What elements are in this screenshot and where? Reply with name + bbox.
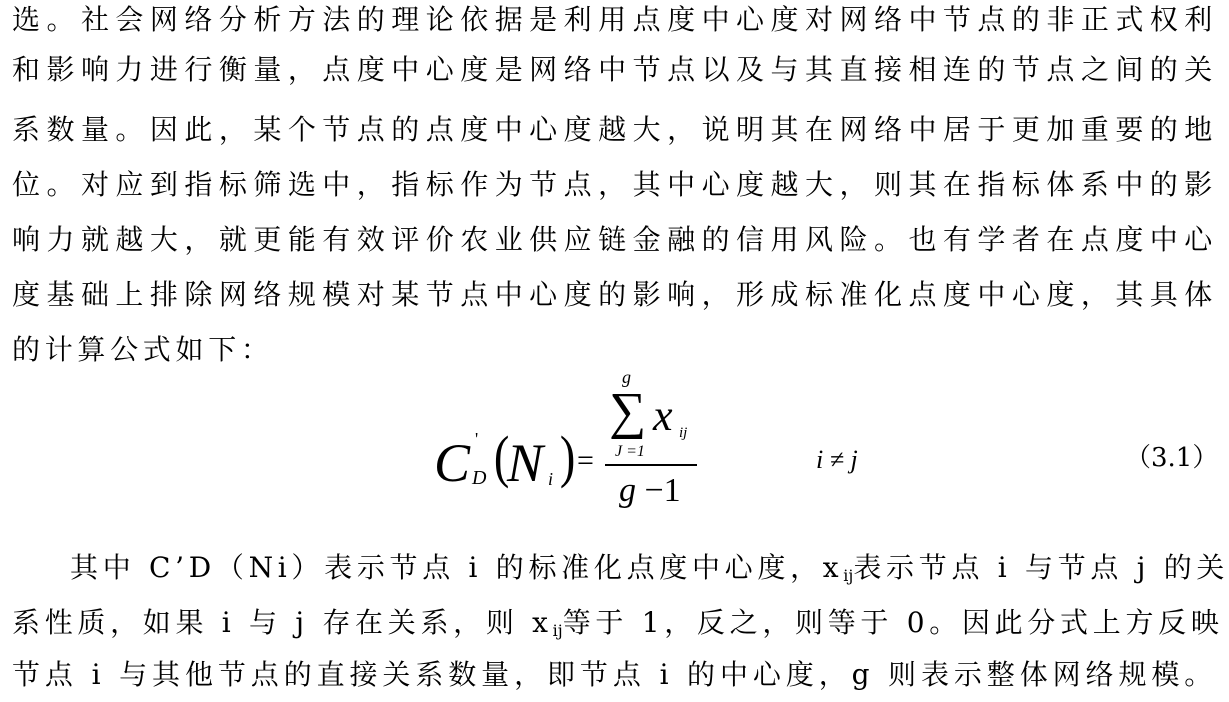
explanation-line-3: 节点 i 与其他节点的直接关系数量，即节点 i 的中心度，g 则表示整体网络规模。 bbox=[12, 658, 1217, 691]
formula-sub-ij: ij bbox=[679, 425, 688, 441]
formula-open-paren: ( bbox=[493, 424, 510, 489]
equation-3-1 bbox=[0, 360, 1229, 520]
body-line-2: 和影响力进行衡量，点度中心度是网络中节点以及与其直接相连的节点之间的关 bbox=[12, 53, 1217, 86]
body-line-6: 度基础上排除网络规模对某节点中心度的影响，形成标准化点度中心度，其具体 bbox=[12, 278, 1217, 311]
formula-condition: i ≠ j bbox=[816, 445, 858, 474]
summation-symbol: ∑ bbox=[609, 383, 647, 440]
body-line-5: 响力就越大，就更能有效评价农业供应链金融的信用风险。也有学者在点度中心 bbox=[12, 223, 1217, 256]
formula-N: N bbox=[507, 433, 544, 493]
body-line-1: 选。社会网络分析方法的理论依据是利用点度中心度对网络中节点的非正式权利 bbox=[12, 3, 1217, 36]
fraction-bar bbox=[605, 464, 697, 466]
explanation-line-1-sub: ij bbox=[843, 566, 854, 585]
equation-number: （3.1） bbox=[1125, 443, 1219, 473]
body-line-4: 位。对应到指标筛选中，指标作为节点，其中心度越大，则其在指标体系中的影 bbox=[12, 168, 1217, 201]
explanation-line-1 bbox=[70, 548, 1229, 588]
denominator-minus-one: −1 bbox=[636, 472, 681, 509]
explanation-line-1-part-1: 其中 C’D（Ni）表示节点 i 的标准化点度中心度，x bbox=[70, 551, 844, 584]
sum-lower-limit: J =1 bbox=[615, 443, 645, 460]
explanation-line-2-sub: ij bbox=[552, 621, 563, 640]
formula-C: C bbox=[434, 433, 471, 493]
formula-equals: = bbox=[577, 444, 594, 477]
denominator-g: g bbox=[619, 472, 636, 509]
formula-prime: ' bbox=[475, 429, 479, 449]
body-line-3: 系数量。因此，某个节点的点度中心度越大，说明其在网络中居于更加重要的地 bbox=[12, 113, 1217, 146]
formula-sub-D: D bbox=[472, 467, 487, 489]
formula-x: x bbox=[653, 391, 673, 440]
formula-close-paren: ) bbox=[559, 424, 576, 489]
explanation-line-2 bbox=[12, 603, 1224, 643]
sum-upper-limit: g bbox=[622, 367, 631, 387]
explanation-line-2-part-2: 等于 1，反之，则等于 0。因此分式上方反映 bbox=[562, 606, 1224, 639]
body-line-7: 的计算公式如下： bbox=[12, 333, 274, 366]
explanation-line-2-part-1: 系性质，如果 i 与 j 存在关系，则 x bbox=[12, 606, 553, 639]
formula-denominator bbox=[619, 474, 681, 508]
formula-sub-i: i bbox=[548, 469, 554, 489]
explanation-line-1-part-2: 表示节点 i 与节点 j 的关 bbox=[853, 551, 1229, 584]
